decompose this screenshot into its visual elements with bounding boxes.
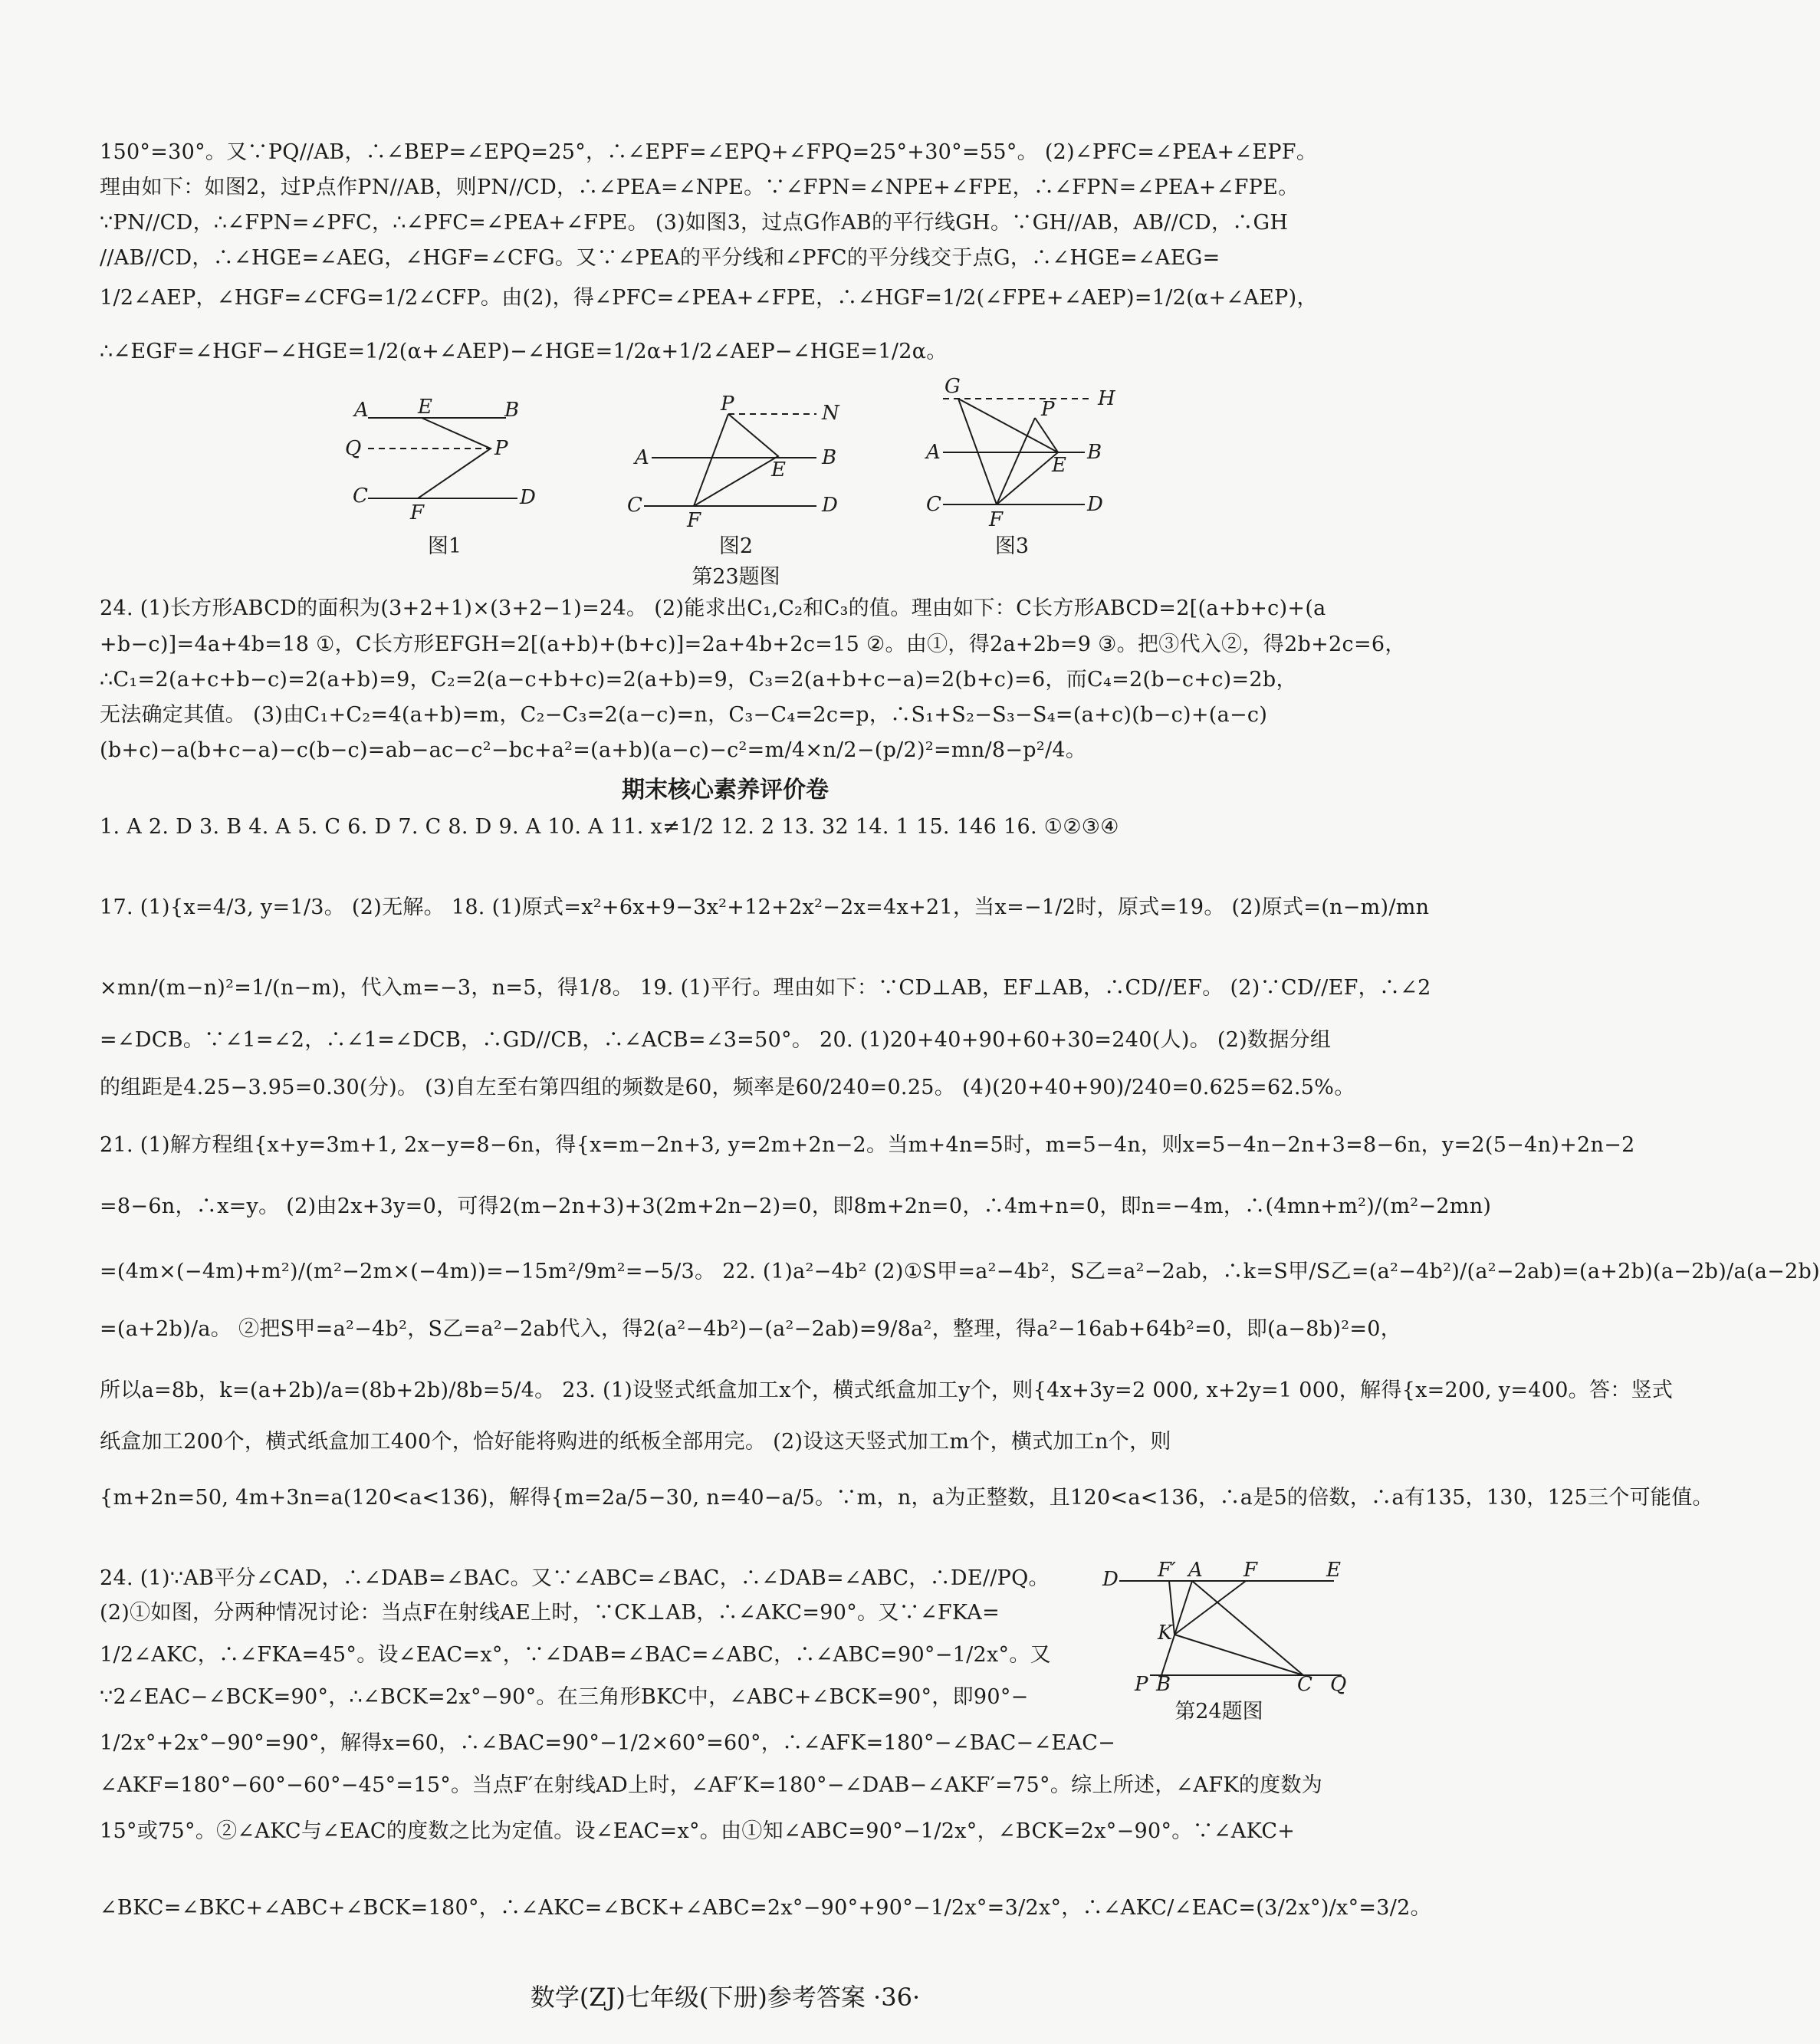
- text-line: 的组距是4.25−3.95=0.30(分)。 (3)自左至右第四组的频数是60，频率是60/240=0.25。 (4)(20+40+90)/240=0.625=62.5%。: [100, 1076, 1355, 1099]
- text-line: 无法确定其值。 (3)由C₁+C₂=4(a+b)=m，C₂−C₃=2(a−c)=n，C₃−C₄=2c=p，∴S₁+S₂−S₃−S₄=(a+c)(b−c)+(a−c): [100, 703, 1268, 727]
- text-line: (b+c)−a(b+c−a)−c(b−c)=ab−ac−c²−bc+a²=(a+b)(a−c)−c²=m/4×n/2−(p/2)²=mn/8−p²/4。: [100, 738, 1087, 762]
- label: E: [771, 458, 786, 481]
- text-line: 21. (1)解方程组{x+y=3m+1, 2x−y=8−6n，得{x=m−2n+3, y=2m+2n−2。当m+4n=5时，m=5−4n，则x=5−4n−2n+3=8−6n，y=2(5−4n)+2n−2: [100, 1133, 1635, 1157]
- figure-24-caption: 第24题图: [1174, 1700, 1263, 1724]
- text-line: =(a+2b)/a。 ②把S甲=a²−4b²，S乙=a²−2ab代入，得2(a²−4b²)−(a²−2ab)=9/8a²，整理，得a²−16ab+64b²=0，即(a−8b)²=0，: [100, 1317, 1402, 1341]
- label: B: [504, 399, 520, 422]
- label: F: [410, 501, 425, 524]
- label: C: [353, 485, 368, 508]
- label: A: [354, 399, 369, 422]
- text-line: ∴∠EGF=∠HGF−∠HGE=1/2(α+∠AEP)−∠HGE=1/2α+1/2∠AEP−∠HGE=1/2α。: [100, 340, 948, 363]
- label: D: [822, 494, 838, 517]
- text-line: +b−c)]=4a+4b=18 ①，C长方形EFGH=2[(a+b)+(b+c)]=2a+4b+2c=15 ②。由①，得2a+2b=9 ③。把③代入②，得2b+2c=6，: [100, 633, 1406, 656]
- text-line: 1. A 2. D 3. B 4. A 5. C 6. D 7. C 8. D 9. A 10. A 11. x≠1/2 12. 2 13. 32 14. 1 15. 146 16. ①②③④: [100, 815, 1119, 839]
- figure-24: [1096, 1559, 1365, 1696]
- text-line: 24. (1)长方形ABCD的面积为(3+2+1)×(3+2−1)=24。 (2)能求出C₁,C₂和C₃的值。理由如下：C长方形ABCD=2[(a+b+c)+(a: [100, 596, 1326, 620]
- figure-1: [337, 395, 552, 533]
- label: F: [989, 508, 1004, 531]
- text-line: ∠AKF=180°−60°−60°−45°=15°。当点F′在射线AD上时，∠AF′K=180°−∠DAB−∠AKF′=75°。综上所述，∠AFK的度数为: [100, 1773, 1323, 1797]
- text-line: 15°或75°。②∠AKC与∠EAC的度数之比为定值。设∠EAC=x°。由①知∠ABC=90°−1/2x°，∠BCK=2x°−90°。∵∠AKC+: [100, 1819, 1296, 1843]
- figure-1-caption: 图1: [427, 534, 462, 558]
- figure-2: [621, 395, 851, 533]
- text-line: {m+2n=50, 4m+3n=a(120<a<136)，解得{m=2a/5−30, n=40−a/5。∵m，n，a为正整数，且120<a<136，∴a是5的倍数，∴a有135，130，125三个可能值。: [100, 1486, 1713, 1510]
- text-line: ∠BKC=∠BKC+∠ABC+∠BCK=180°，∴∠AKC=∠BCK+∠ABC=2x°−90°+90°−1/2x°=3/2x°，∴∠AKC/∠EAC=(3/2x°)/x°=3/2。: [100, 1896, 1431, 1920]
- label: B: [1087, 441, 1102, 464]
- bent-line-epf: [694, 414, 778, 506]
- label: D: [1087, 493, 1103, 516]
- label: K: [1158, 1622, 1173, 1645]
- label: C: [926, 493, 941, 516]
- label: F′: [1158, 1559, 1176, 1582]
- label: E: [418, 396, 432, 419]
- label: A: [1188, 1559, 1203, 1582]
- text-line: //AB//CD，∴∠HGE=∠AEG，∠HGF=∠CFG。又∵∠PEA的平分线和∠PFC的平分线交于点G，∴∠HGE=∠AEG=: [100, 246, 1220, 270]
- line-pf: [694, 414, 728, 506]
- text-line: =∠DCB。∵∠1=∠2，∴∠1=∠DCB，∴GD//CB，∴∠ACB=∠3=50°。 20. (1)20+40+90+60+30=240(人)。 (2)数据分组: [100, 1028, 1332, 1052]
- text-line: ∵2∠EAC−∠BCK=90°，∴∠BCK=2x°−90°。在三角形BKC中，∠ABC+∠BCK=90°，即90°−: [100, 1685, 1029, 1709]
- label: P: [721, 393, 734, 416]
- figure-3-caption: 图3: [994, 534, 1030, 558]
- text-line: 1/2∠AKC，∴∠FKA=45°。设∠EAC=x°，∵∠DAB=∠BAC=∠ABC，∴∠ABC=90°−1/2x°。又: [100, 1643, 1051, 1667]
- text-line: 理由如下：如图2，过P点作PN//AB，则PN//CD，∴∠PEA=∠NPE。∵∠FPN=∠NPE+∠FPE，∴∠FPN=∠PEA+∠FPE。: [100, 176, 1299, 199]
- line-pf: [997, 418, 1035, 504]
- bent-line-epf: [997, 418, 1058, 504]
- label: H: [1098, 387, 1115, 410]
- text-line: 1/2∠AEP，∠HGF=∠CFG=1/2∠CFP。由(2)，得∠PFC=∠PEA+∠FPE，∴∠HGF=1/2(∠FPE+∠AEP)=1/2(α+∠AEP)，: [100, 286, 1318, 310]
- label: D: [520, 486, 536, 509]
- label: P: [1135, 1673, 1148, 1696]
- label: A: [926, 441, 941, 464]
- text-line: =8−6n，∴x=y。 (2)由2x+3y=0，可得2(m−2n+3)+3(2m+2n−2)=0，即8m+2n=0，∴4m+n=0，即n=−4m，∴(4mn+m²)/(m²−2mn): [100, 1195, 1492, 1218]
- label: G: [944, 375, 961, 398]
- label: P: [1041, 398, 1055, 421]
- figure-2-caption: 图2: [718, 534, 754, 558]
- text-line: =(4m×(−4m)+m²)/(m²−2m×(−4m))=−15m²/9m²=−5/3。 22. (1)a²−4b² (2)①S甲=a²−4b²，S乙=a²−2ab，∴k=S甲/S乙=(a²−4b²)/(a²−2ab)=(a+2b)(a−2b)/a(a−2b): [100, 1260, 1820, 1283]
- label: C: [627, 494, 642, 517]
- label: F: [687, 509, 701, 532]
- figure-group-caption: 第23题图: [692, 565, 780, 589]
- line-ac: [1192, 1581, 1303, 1675]
- label: P: [494, 437, 508, 460]
- text-line: ∵PN//CD，∴∠FPN=∠PFC，∴∠PFC=∠PEA+∠FPE。 (3)如图3，过点G作AB的平行线GH。∵GH//AB，AB//CD，∴GH: [100, 211, 1289, 235]
- label: Q: [1330, 1673, 1347, 1696]
- text-line: 24. (1)∵AB平分∠CAD，∴∠DAB=∠BAC。又∵∠ABC=∠BAC，∴∠DAB=∠ABC，∴DE//PQ。: [100, 1566, 1050, 1590]
- label: C: [1297, 1673, 1312, 1696]
- label: E: [1326, 1559, 1341, 1582]
- text-line: ∴C₁=2(a+c+b−c)=2(a+b)=9，C₂=2(a−c+b+c)=2(a+b)=9，C₃=2(a+b+c−a)=2(b+c)=6，而C₄=2(b−c+c)=2b，: [100, 668, 1297, 692]
- label: N: [822, 402, 839, 425]
- label: B: [822, 446, 837, 469]
- label: Q: [345, 437, 362, 460]
- text-line: 所以a=8b，k=(a+2b)/a=(8b+2b)/8b=5/4。 23. (1)设竖式纸盒加工x个，横式纸盒加工y个，则{4x+3y=2 000, x+2y=1 000，解得{x=200, y=400。答：竖式: [100, 1379, 1674, 1402]
- text-line: 1/2x°+2x°−90°=90°，解得x=60，∴∠BAC=90°−1/2×60°=60°，∴∠AFK=180°−∠BAC−∠EAC−: [100, 1731, 1116, 1755]
- line-kc: [1174, 1635, 1303, 1675]
- section-title: 期末核心素养评价卷: [622, 777, 829, 803]
- label: E: [1052, 454, 1066, 477]
- text-line: ×mn/(m−n)²=1/(n−m)，代入m=−3，n=5，得1/8。 19. (1)平行。理由如下：∵CD⊥AB，EF⊥AB，∴CD//EF。 (2)∵CD//EF，∴∠2: [100, 976, 1431, 1000]
- figure-3: [912, 376, 1142, 537]
- label: D: [1102, 1568, 1119, 1591]
- text-line: 纸盒加工200个，横式纸盒加工400个，恰好能将购进的纸板全部用完。 (2)设这天竖式加工m个，横式加工n个，则: [100, 1430, 1171, 1454]
- page-footer: 数学(ZJ)七年级(下册)参考答案 ·36·: [530, 1983, 921, 2012]
- text-line: 150°=30°。又∵PQ//AB，∴∠BEP=∠EPQ=25°，∴∠EPF=∠EPQ+∠FPQ=25°+30°=55°。 (2)∠PFC=∠PEA+∠EPF。: [100, 140, 1318, 164]
- label: B: [1156, 1673, 1171, 1696]
- bent-line-epf: [418, 418, 491, 498]
- label: A: [635, 446, 649, 469]
- line-kf: [1174, 1581, 1246, 1635]
- text-line: 17. (1){x=4/3, y=1/3。 (2)无解。 18. (1)原式=x²+6x+9−3x²+12+2x²−2x=4x+21，当x=−1/2时，原式=19。 (2)原式=(n−m)/mn: [100, 895, 1430, 919]
- text-line: (2)①如图，分两种情况讨论：当点F在射线AE上时，∵CK⊥AB，∴∠AKC=90°。又∵∠FKA=: [100, 1601, 1000, 1625]
- label: F: [1243, 1559, 1258, 1582]
